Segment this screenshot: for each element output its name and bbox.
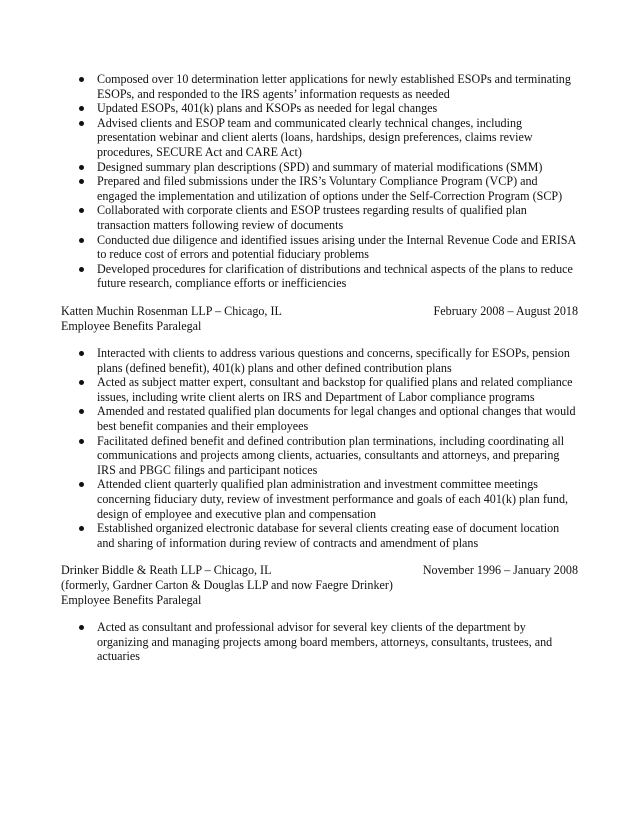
spacer <box>61 333 578 346</box>
bullet-icon <box>79 165 84 170</box>
list-item: Advised clients and ESOP team and communicated clearly technical changes, including presentation webinar and client alerts (loans, hardships, design preferences, claims review procedures, SECURE Act and CARE Act) <box>61 116 578 160</box>
job-drinker <box>61 563 578 664</box>
bullet-list-drinker <box>61 620 578 664</box>
list-item: Acted as subject matter expert, consultant and backstop for qualified plans and related compliance issues, including write client alerts on IRS and Department of Labor compliance programs <box>61 375 578 404</box>
bullet-icon <box>79 208 84 213</box>
bullet-icon <box>79 121 84 126</box>
bullet-icon <box>79 77 84 82</box>
spacer <box>61 607 578 620</box>
list-item: Attended client quarterly qualified plan administration and investment committee meetings concerning fiduciary duty, review of investment performance and goals of each 401(k) plan fund, design of employee and executive plan and compensation <box>61 477 578 521</box>
bullet-icon <box>79 351 84 356</box>
list-item: Prepared and filed submissions under the IRS’s Voluntary Compliance Program (VCP) and engaged the implementation and utilization of options under the Self-Correction Program (SCP) <box>61 174 578 203</box>
bullet-list-katten <box>61 346 578 550</box>
bullet-icon <box>79 238 84 243</box>
employer-former-names: (formerly, Gardner Carton & Douglas LLP and now Faegre Drinker) <box>61 578 393 592</box>
bullet-icon <box>79 625 84 630</box>
employment-dates: February 2008 – August 2018 <box>433 303 578 318</box>
employment-dates: November 1996 – January 2008 <box>422 563 578 578</box>
list-item: Interacted with clients to address various questions and concerns, specifically for ESOPs, pension plans (defined benefit), 401(k) plans and other defined contribution plans <box>61 346 578 375</box>
resume-page <box>61 72 578 664</box>
list-item: Developed procedures for clarification of distributions and technical aspects of the plans to reduce future research, compliance efforts or inefficiencies <box>61 262 578 291</box>
bullet-icon <box>79 106 84 111</box>
job-header <box>61 563 578 578</box>
bullet-icon <box>79 482 84 487</box>
bullet-icon <box>79 267 84 272</box>
job-title: Employee Benefits Paralegal <box>61 592 202 607</box>
employer-name: Katten Muchin Rosenman LLP – Chicago, IL <box>61 303 282 318</box>
employer-name: Drinker Biddle & Reath LLP – Chicago, IL <box>61 563 272 578</box>
bullet-icon <box>79 380 84 385</box>
list-item: Designed summary plan descriptions (SPD) and summary of material modifications (SMM) <box>61 160 578 175</box>
list-item: Composed over 10 determination letter applications for newly established ESOPs and terminating ESOPs, and responded to the IRS agents’ information requests as needed <box>61 72 578 101</box>
list-item: Facilitated defined benefit and defined contribution plan terminations, including coordinating all communications and projects among clients, actuaries, consultants and attorneys, and preparing IRS and PBGC filings and participant notices <box>61 434 578 478</box>
list-item: Updated ESOPs, 401(k) plans and KSOPs as needed for legal changes <box>61 101 578 116</box>
list-item: Amended and restated qualified plan documents for legal changes and optional changes that would best benefit companies and their employees <box>61 404 578 433</box>
bullet-icon <box>79 179 84 184</box>
bullet-icon <box>79 526 84 531</box>
list-item: Conducted due diligence and identified issues arising under the Internal Revenue Code and ERISA to reduce cost of errors and potential fiduciary problems <box>61 233 578 262</box>
job-header <box>61 304 578 319</box>
list-item: Collaborated with corporate clients and ESOP trustees regarding results of qualified plan transaction matters following review of documents <box>61 203 578 232</box>
list-item: Acted as consultant and professional advisor for several key clients of the department by organizing and managing projects among board members, attorneys, consultants, trustees, and actuaries <box>61 620 578 664</box>
job-katten <box>61 304 578 551</box>
list-item: Established organized electronic database for several clients creating ease of document location and sharing of information during review of contracts and amendment of plans <box>61 521 578 550</box>
job-title: Employee Benefits Paralegal <box>61 318 202 333</box>
bullet-icon <box>79 409 84 414</box>
bullet-list-previous-role <box>61 72 578 291</box>
bullet-icon <box>79 439 84 444</box>
